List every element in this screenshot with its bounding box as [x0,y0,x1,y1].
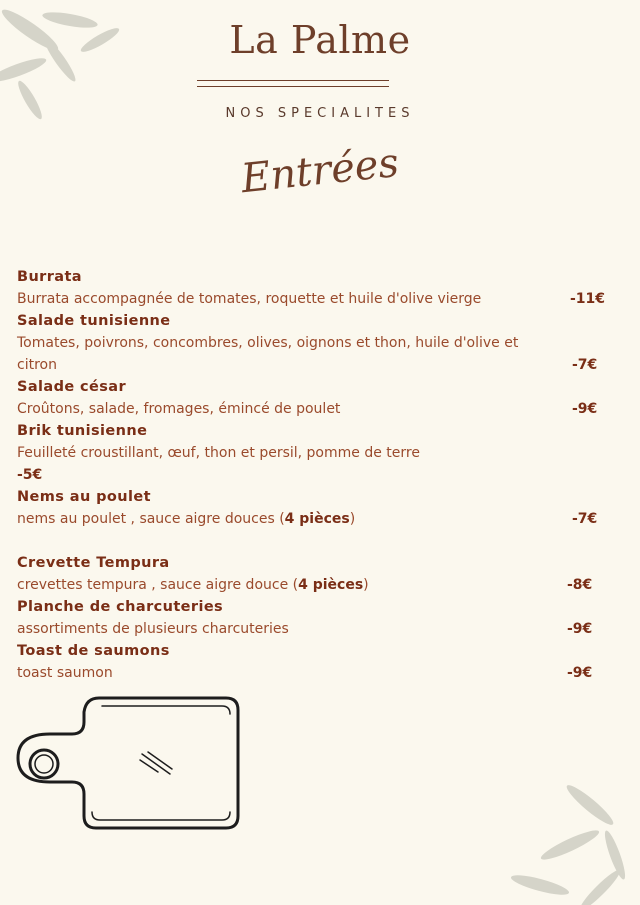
menu-item [17,552,607,596]
item-description: crevettes tempura , sauce aigre douce ( [17,577,299,593]
item-name: Crevette Tempura [17,555,170,571]
item-price: -9€ [567,621,593,637]
menu-item [17,376,607,420]
menu-item [17,640,607,684]
menu-item [17,596,607,640]
restaurant-name: La Palme [229,18,411,62]
item-description-close: ) [363,577,369,593]
item-name: Planche de charcuteries [17,599,224,615]
item-price: -7€ [572,511,598,527]
item-description: assortiments de plusieurs charcuteries [17,621,289,637]
item-name: Brik tunisienne [17,423,148,439]
menu-item [17,486,607,530]
item-description: nems au poulet , sauce aigre douces ( [17,511,285,527]
item-name: Salade césar [17,379,127,395]
title-divider [197,80,389,87]
item-name: Burrata [17,269,82,285]
item-price: -9€ [567,665,593,681]
menu-item [17,266,607,310]
cutting-board-icon [14,694,244,834]
item-description: Croûtons, salade, fromages, émincé de poulet [17,401,341,417]
item-description: Feuilleté croustillant, œuf, thon et persil, pomme de terre [17,445,420,461]
item-description-close: ) [349,511,356,527]
item-pieces: 4 pièces [298,577,364,593]
item-description: Tomates, poivrons, concombres, olives, oignons et thon, huile d'olive et [17,335,519,351]
item-price: -5€ [17,467,43,483]
item-description: citron [17,357,57,373]
item-price: -11€ [570,291,606,307]
section-title: Entrées [239,139,401,203]
item-price: -8€ [567,577,593,593]
item-name: Salade tunisienne [17,313,171,329]
menu-item [17,420,607,486]
item-price: -7€ [572,357,598,373]
item-price: -9€ [572,401,598,417]
item-pieces: 4 pièces [284,511,350,527]
item-name: Nems au poulet [17,489,151,505]
item-description: toast saumon [17,665,113,681]
item-description: Burrata accompagnée de tomates, roquette et huile d'olive vierge [17,291,482,307]
menu-item [17,310,607,376]
page-subtitle: NOS SPECIALITES [225,106,415,121]
item-name: Toast de saumons [17,643,170,659]
menu-list [17,266,607,684]
palm-leaves-icon [490,775,640,905]
